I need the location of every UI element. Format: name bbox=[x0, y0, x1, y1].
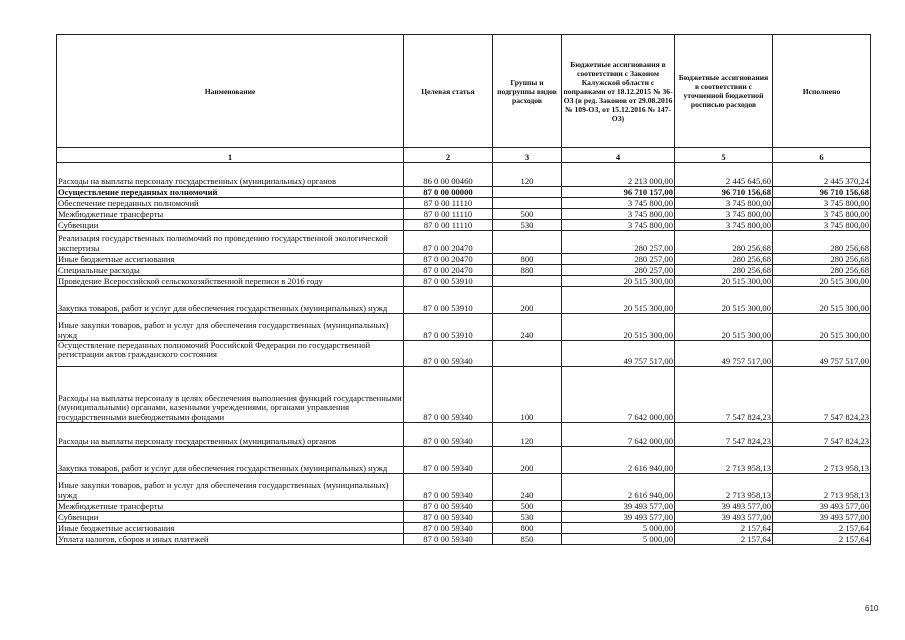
row-group: 800 bbox=[493, 523, 562, 534]
row-group bbox=[493, 276, 562, 287]
row-schedule: 280 256,68 bbox=[675, 254, 773, 265]
row-schedule: 39 493 577,00 bbox=[675, 512, 773, 523]
row-executed: 3 745 800,00 bbox=[773, 198, 871, 209]
column-number: 3 bbox=[493, 148, 562, 163]
table-row bbox=[57, 265, 871, 276]
table-row bbox=[57, 276, 871, 287]
table-row bbox=[57, 187, 871, 198]
row-name: Закупка товаров, работ и услуг для обеспечения государственных (муниципальных) нужд bbox=[57, 447, 404, 474]
table-row bbox=[57, 534, 871, 545]
row-group bbox=[493, 341, 562, 367]
row-name: Иные закупки товаров, работ и услуг для обеспечения государственных (муниципальных) нужд bbox=[57, 314, 404, 341]
row-schedule: 7 547 824,23 bbox=[675, 423, 773, 447]
row-code: 86 0 00 00460 bbox=[404, 163, 493, 187]
row-group: 120 bbox=[493, 423, 562, 447]
column-number: 2 bbox=[404, 148, 493, 163]
table-row bbox=[57, 423, 871, 447]
row-law: 3 745 800,00 bbox=[562, 209, 675, 220]
row-name: Межбюджетные трансферты bbox=[57, 501, 404, 512]
row-group: 500 bbox=[493, 209, 562, 220]
row-code: 87 0 00 59340 bbox=[404, 534, 493, 545]
row-executed: 280 256,68 bbox=[773, 231, 871, 254]
row-executed: 280 256,68 bbox=[773, 254, 871, 265]
row-group: 880 bbox=[493, 265, 562, 276]
row-name: Субвенции bbox=[57, 220, 404, 231]
row-law: 7 642 000,00 bbox=[562, 423, 675, 447]
row-name: Закупка товаров, работ и услуг для обеспечения государственных (муниципальных) нужд bbox=[57, 287, 404, 314]
row-code: 87 0 00 53910 bbox=[404, 276, 493, 287]
row-executed: 280 256,68 bbox=[773, 265, 871, 276]
row-schedule: 49 757 517,00 bbox=[675, 341, 773, 367]
row-group: 240 bbox=[493, 474, 562, 501]
column-number: 6 bbox=[773, 148, 871, 163]
row-schedule: 2 157,64 bbox=[675, 534, 773, 545]
row-name: Субвенции bbox=[57, 512, 404, 523]
row-law: 39 493 577,00 bbox=[562, 512, 675, 523]
row-executed: 2 713 958,13 bbox=[773, 474, 871, 501]
table-row bbox=[57, 287, 871, 314]
row-schedule: 2 713 958,13 bbox=[675, 474, 773, 501]
row-schedule: 2 445 645,60 bbox=[675, 163, 773, 187]
table-row bbox=[57, 198, 871, 209]
row-executed: 39 493 577,00 bbox=[773, 512, 871, 523]
row-law: 2 213 000,00 bbox=[562, 163, 675, 187]
row-group: 500 bbox=[493, 501, 562, 512]
row-name: Расходы на выплаты персоналу государственных (муниципальных) органов bbox=[57, 163, 404, 187]
row-code: 87 0 00 20470 bbox=[404, 231, 493, 254]
row-schedule: 280 256,68 bbox=[675, 265, 773, 276]
row-executed: 39 493 577,00 bbox=[773, 501, 871, 512]
column-number: 1 bbox=[57, 148, 404, 163]
row-schedule: 2 713 958,13 bbox=[675, 447, 773, 474]
row-name: Расходы на выплаты персоналу в целях обеспечения выполнения функций государственными (муниципальными) органами, казенными учреждениями, органами управления государственными внебюджетными фондами bbox=[57, 367, 404, 423]
header-schedule: Бюджетные ассигнования в соответствии с уточненной бюджетной росписью расходов bbox=[675, 35, 773, 148]
row-name: Специальные расходы bbox=[57, 265, 404, 276]
row-group: 240 bbox=[493, 314, 562, 341]
row-code: 87 0 00 59340 bbox=[404, 501, 493, 512]
table-row bbox=[57, 209, 871, 220]
table-row bbox=[57, 367, 871, 423]
table-row bbox=[57, 163, 871, 187]
row-code: 87 0 00 59340 bbox=[404, 474, 493, 501]
row-name: Осуществление переданных полномочий Российской Федерации по государственной регистрации актов гражданского состояния bbox=[57, 341, 404, 367]
row-name: Иные закупки товаров, работ и услуг для обеспечения государственных (муниципальных) нужд bbox=[57, 474, 404, 501]
row-code: 87 0 00 59340 bbox=[404, 512, 493, 523]
row-code: 87 0 00 11110 bbox=[404, 220, 493, 231]
page-number: 610 bbox=[865, 604, 879, 613]
table-row bbox=[57, 341, 871, 367]
row-group: 800 bbox=[493, 254, 562, 265]
row-schedule: 20 515 300,00 bbox=[675, 314, 773, 341]
row-group: 120 bbox=[493, 163, 562, 187]
row-code: 87 0 00 00000 bbox=[404, 187, 493, 198]
row-executed: 7 547 824,23 bbox=[773, 423, 871, 447]
table-row bbox=[57, 512, 871, 523]
row-executed: 2 713 958,13 bbox=[773, 447, 871, 474]
row-group bbox=[493, 198, 562, 209]
row-schedule: 20 515 300,00 bbox=[675, 276, 773, 287]
row-code: 87 0 00 59340 bbox=[404, 523, 493, 534]
row-schedule: 3 745 800,00 bbox=[675, 220, 773, 231]
row-name: Обеспечение переданных полномочий bbox=[57, 198, 404, 209]
row-code: 87 0 00 11110 bbox=[404, 209, 493, 220]
row-name: Иные бюджетные ассигнования bbox=[57, 254, 404, 265]
table-row bbox=[57, 220, 871, 231]
row-code: 87 0 00 59340 bbox=[404, 341, 493, 367]
row-name: Уплата налогов, сборов и иных платежей bbox=[57, 534, 404, 545]
row-schedule: 20 515 300,00 bbox=[675, 287, 773, 314]
row-law: 3 745 800,00 bbox=[562, 198, 675, 209]
row-law: 39 493 577,00 bbox=[562, 501, 675, 512]
row-code: 87 0 00 59340 bbox=[404, 367, 493, 423]
row-law: 20 515 300,00 bbox=[562, 276, 675, 287]
column-number-row bbox=[57, 148, 871, 163]
row-executed: 20 515 300,00 bbox=[773, 287, 871, 314]
row-name: Реализация государственных полномочий по проведению государственной экологической экспертизы bbox=[57, 231, 404, 254]
table-row bbox=[57, 447, 871, 474]
table-row bbox=[57, 314, 871, 341]
row-group: 530 bbox=[493, 220, 562, 231]
table-row bbox=[57, 501, 871, 512]
row-schedule: 3 745 800,00 bbox=[675, 198, 773, 209]
row-schedule: 39 493 577,00 bbox=[675, 501, 773, 512]
header-law: Бюджетные ассигнования в соответствии с Законом Калужской области с поправками от 18.12.2015 № 36-ОЗ (в ред. Законов от 29.08.2016 № 109-ОЗ, от 15.12.2016 № 147-ОЗ) bbox=[562, 35, 675, 148]
column-number: 4 bbox=[562, 148, 675, 163]
budget-table bbox=[56, 34, 871, 545]
row-schedule: 7 547 824,23 bbox=[675, 367, 773, 423]
row-executed: 20 515 300,00 bbox=[773, 276, 871, 287]
header-executed: Исполнено bbox=[773, 35, 871, 148]
row-law: 280 257,00 bbox=[562, 231, 675, 254]
header-target: Целевая статья bbox=[404, 35, 493, 148]
row-schedule: 280 256,68 bbox=[675, 231, 773, 254]
row-group: 850 bbox=[493, 534, 562, 545]
row-code: 87 0 00 11110 bbox=[404, 198, 493, 209]
row-law: 5 000,00 bbox=[562, 534, 675, 545]
row-code: 87 0 00 20470 bbox=[404, 265, 493, 276]
row-law: 20 515 300,00 bbox=[562, 314, 675, 341]
row-name: Расходы на выплаты персоналу государственных (муниципальных) органов bbox=[57, 423, 404, 447]
row-schedule: 3 745 800,00 bbox=[675, 209, 773, 220]
row-executed: 2 445 370,24 bbox=[773, 163, 871, 187]
row-law: 3 745 800,00 bbox=[562, 220, 675, 231]
row-group: 100 bbox=[493, 367, 562, 423]
row-schedule: 96 710 156,68 bbox=[675, 187, 773, 198]
header-name: Наименование bbox=[57, 35, 404, 148]
row-executed: 20 515 300,00 bbox=[773, 314, 871, 341]
row-law: 49 757 517,00 bbox=[562, 341, 675, 367]
row-executed: 3 745 800,00 bbox=[773, 220, 871, 231]
row-name: Осуществление переданных полномочий bbox=[57, 187, 404, 198]
row-law: 2 616 940,00 bbox=[562, 474, 675, 501]
column-number: 5 bbox=[675, 148, 773, 163]
table-row bbox=[57, 523, 871, 534]
row-group: 200 bbox=[493, 447, 562, 474]
row-executed: 7 547 824,23 bbox=[773, 367, 871, 423]
row-law: 280 257,00 bbox=[562, 265, 675, 276]
row-schedule: 2 157,64 bbox=[675, 523, 773, 534]
row-law: 20 515 300,00 bbox=[562, 287, 675, 314]
row-law: 7 642 000,00 bbox=[562, 367, 675, 423]
table-row bbox=[57, 231, 871, 254]
row-name: Иные бюджетные ассигнования bbox=[57, 523, 404, 534]
row-group bbox=[493, 187, 562, 198]
table-row bbox=[57, 474, 871, 501]
table-header-row bbox=[57, 35, 871, 148]
row-code: 87 0 00 53910 bbox=[404, 314, 493, 341]
row-executed: 49 757 517,00 bbox=[773, 341, 871, 367]
row-executed: 3 745 800,00 bbox=[773, 209, 871, 220]
row-code: 87 0 00 59340 bbox=[404, 423, 493, 447]
row-law: 5 000,00 bbox=[562, 523, 675, 534]
row-code: 87 0 00 20470 bbox=[404, 254, 493, 265]
row-executed: 96 710 156,68 bbox=[773, 187, 871, 198]
row-group: 530 bbox=[493, 512, 562, 523]
row-executed: 2 157,64 bbox=[773, 523, 871, 534]
row-group: 200 bbox=[493, 287, 562, 314]
row-name: Проведение Всероссийской сельскохозяйственной переписи в 2016 году bbox=[57, 276, 404, 287]
row-name: Межбюджетные трансферты bbox=[57, 209, 404, 220]
row-executed: 2 157,64 bbox=[773, 534, 871, 545]
row-law: 280 257,00 bbox=[562, 254, 675, 265]
row-law: 2 616 940,00 bbox=[562, 447, 675, 474]
row-law: 96 710 157,00 bbox=[562, 187, 675, 198]
table-row bbox=[57, 254, 871, 265]
header-groups: Группы и подгруппы видов расходов bbox=[493, 35, 562, 148]
row-code: 87 0 00 59340 bbox=[404, 447, 493, 474]
row-group bbox=[493, 231, 562, 254]
row-code: 87 0 00 53910 bbox=[404, 287, 493, 314]
